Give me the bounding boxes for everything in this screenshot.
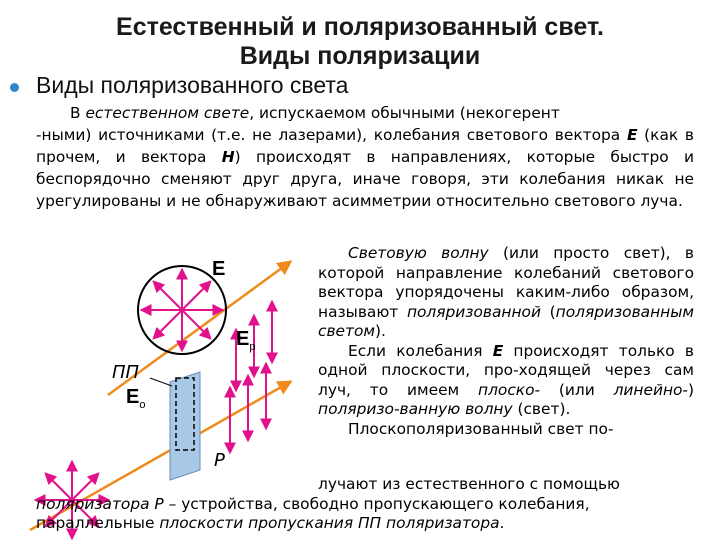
label-P: P <box>214 450 225 471</box>
label-Ep: $E_p$ <box>236 328 256 353</box>
bottom-text: лучают из естественного с помощью поляризатора Р – устройства, свободно пропускающего колебания, параллельные плоскости пропускания ПП поляризатора. <box>36 475 621 532</box>
right-text-column: Световую волну (или просто свет), в которой направление колебаний светового вектора упорядочены каким-либо образом, называют поляризованной (поляризованным светом). Если колебания E происходят только в одной плоскости, про-ходящей через сам луч, то имеем плоско- (или линейно-) поляризо-ванную волну (свет). Плоскополяризованный свет по- <box>318 244 694 438</box>
label-E: E <box>212 258 226 280</box>
label-Eo: $E_o$ <box>126 386 146 411</box>
slide-title-line1: Естественный и поляризованный свет. <box>116 13 604 41</box>
pp-pointer <box>150 378 172 386</box>
label-PP: ПП <box>112 362 140 383</box>
natural-light-arrows <box>142 270 222 350</box>
bullet-heading: Виды поляризованного света <box>36 72 349 98</box>
intro-paragraph: В естественном свете, испускаемом обычными (некогерент -ными) источниками (т.е. не лазерами), колебания светового вектора E (как в прочем, и вектора H) происходят в направлениях, которые быстро и беспорядочно сменяют друг друга, иначе говоря, эти колебания никак не урегулированы и не обнаруживают асимметрии относительно светового луча. <box>36 104 694 210</box>
polarizer-plate <box>170 372 200 480</box>
slide-title-line2: Виды поляризации <box>239 42 481 70</box>
